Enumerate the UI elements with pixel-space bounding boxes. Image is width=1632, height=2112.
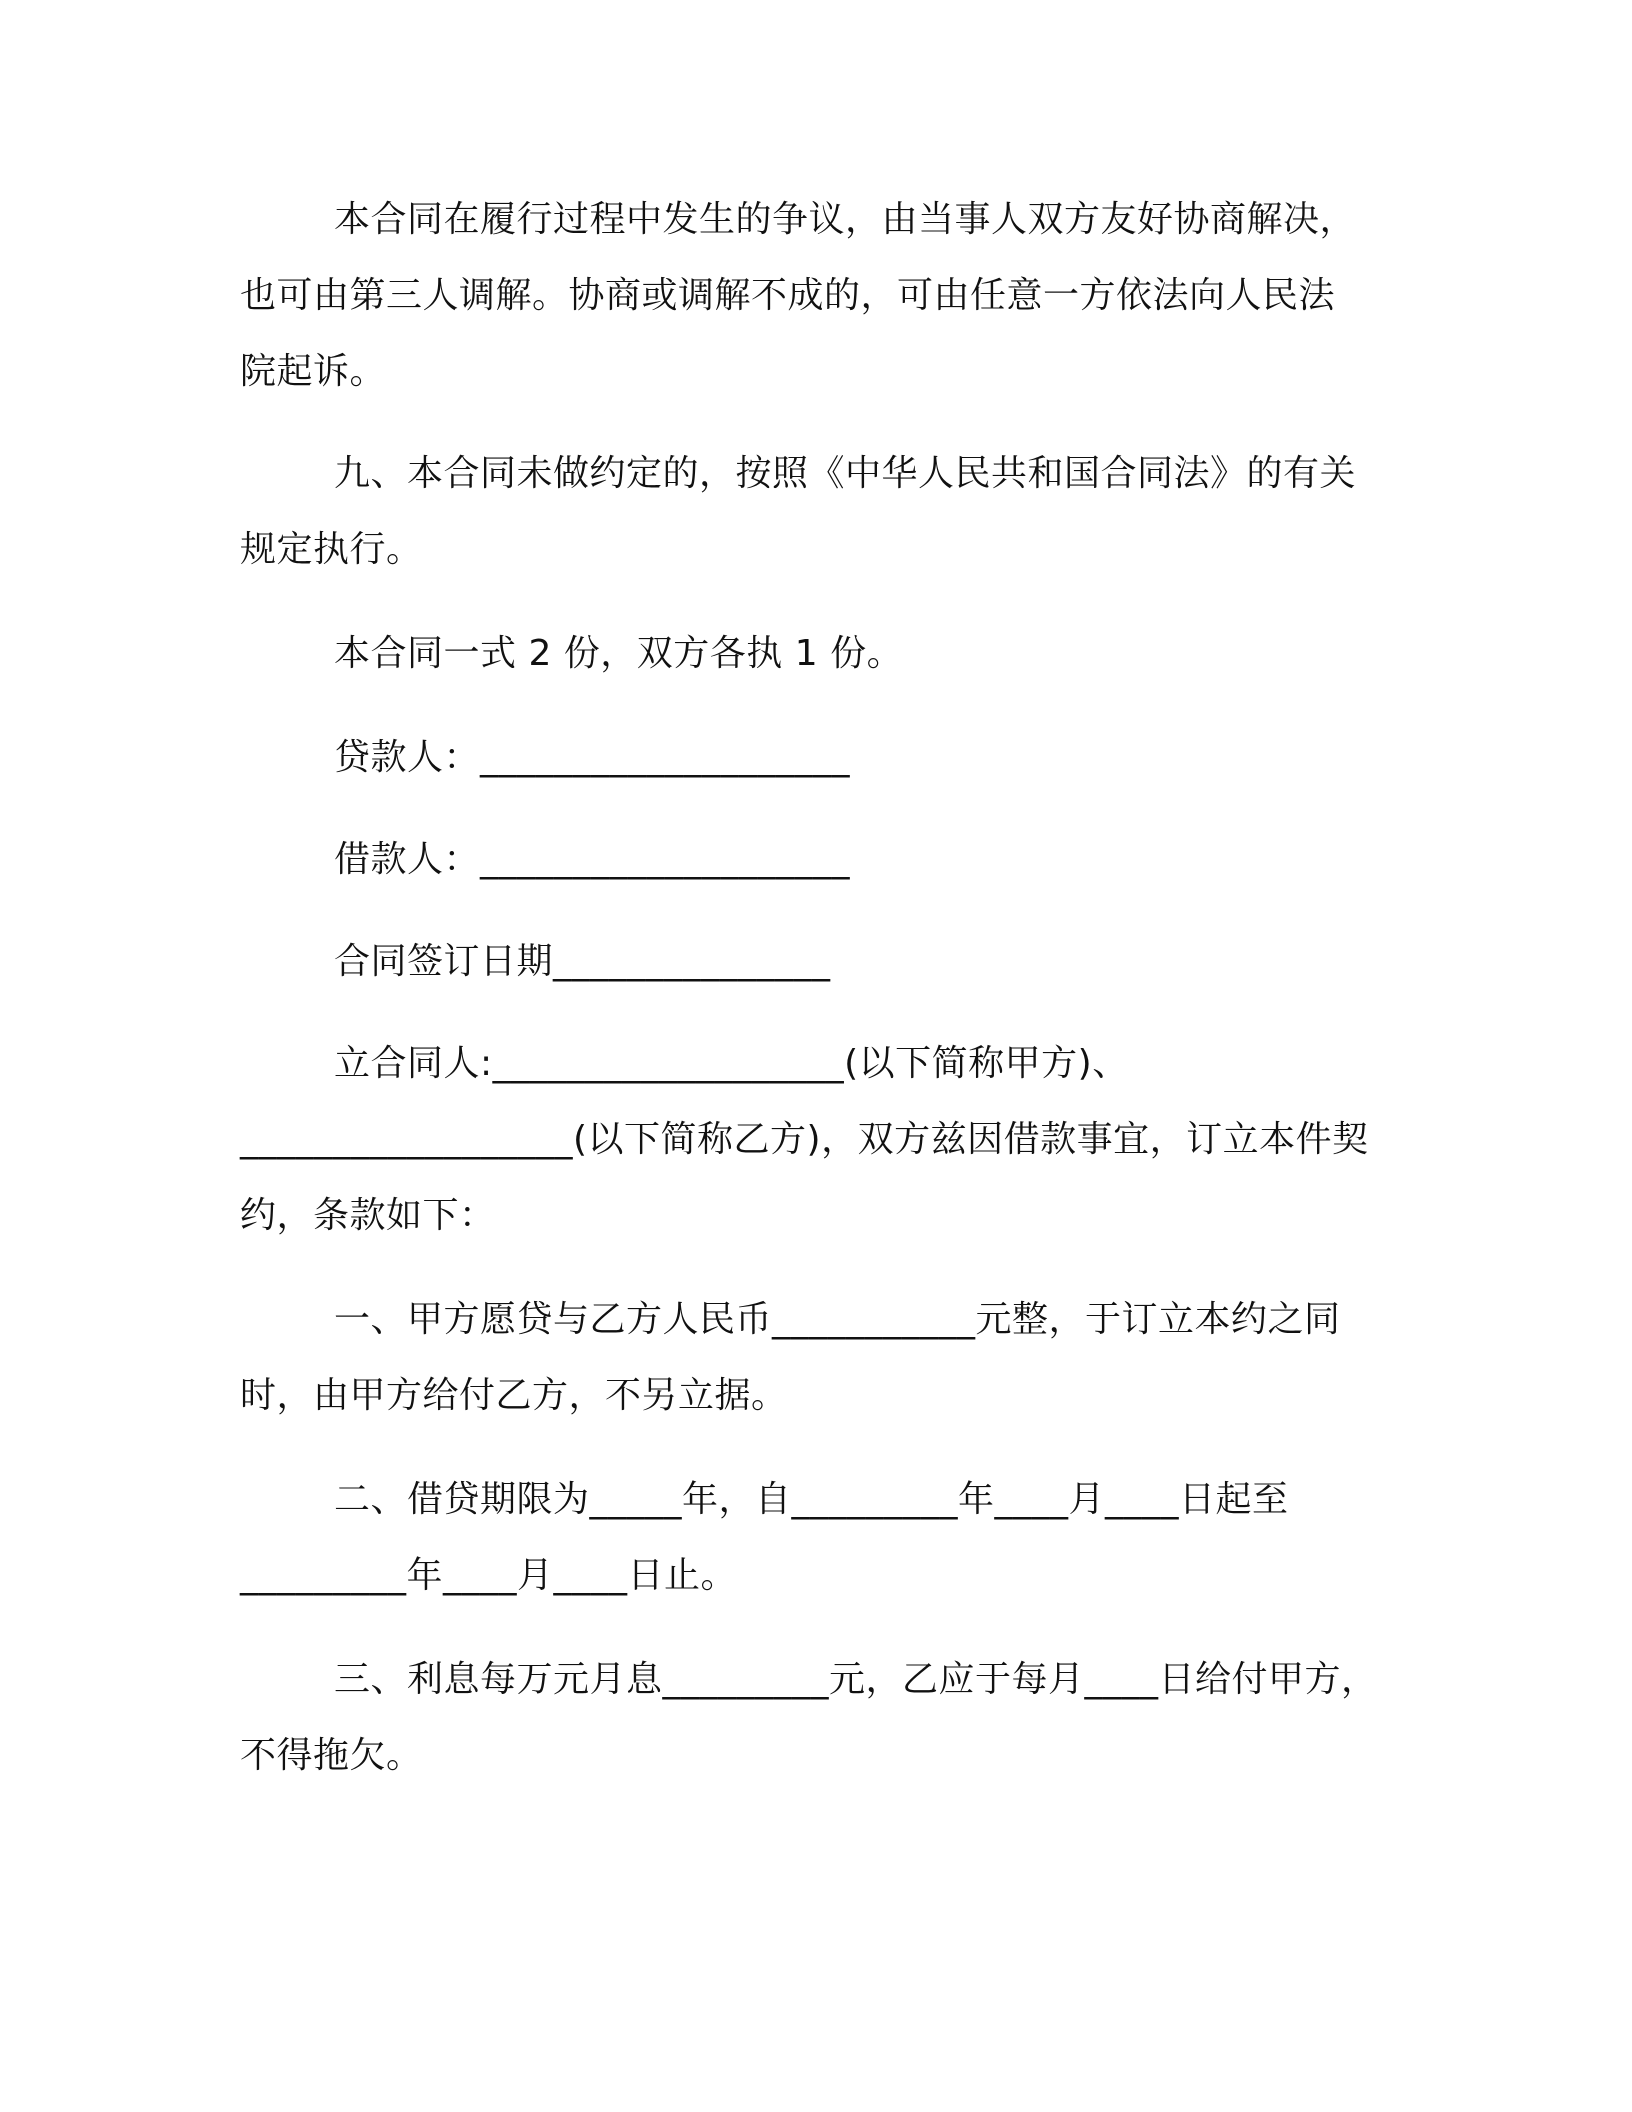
- parties-line-2: __________________(以下简称乙方)，双方兹因借款事宜，订立本件契: [240, 1119, 1369, 1160]
- clause-two-line-1: 二、借贷期限为_____年，自_________年____月____日起至: [334, 1479, 1289, 1520]
- lender-signature-field: 贷款人：____________________: [334, 737, 851, 778]
- signing-date-field: 合同签订日期_______________: [334, 941, 831, 982]
- clause-nine-line-1: 九、本合同未做约定的，按照《中华人民共和国合同法》的有关: [334, 453, 1357, 494]
- clause-three-line-2: 不得拖欠。: [240, 1735, 423, 1776]
- borrower-signature-field: 借款人：____________________: [334, 839, 851, 880]
- clause-one-line-1: 一、甲方愿贷与乙方人民币___________元整，于订立本约之同: [334, 1299, 1341, 1340]
- paragraph-dispute-line-1: 本合同在履行过程中发生的争议，由当事人双方友好协商解决，: [334, 199, 1357, 240]
- clause-three-line-1: 三、利息每万元月息_________元，乙应于每月____日给付甲方，: [334, 1659, 1378, 1700]
- paragraph-dispute-line-2: 也可由第三人调解。协商或调解不成的，可由任意一方依法向人民法: [240, 275, 1336, 316]
- parties-line-3: 约，条款如下：: [240, 1195, 496, 1236]
- clause-one-line-2: 时，由甲方给付乙方，不另立据。: [240, 1375, 788, 1416]
- clause-two-line-2: _________年____月____日止。: [240, 1555, 738, 1596]
- parties-line-1: 立合同人:___________________(以下简称甲方)、: [334, 1043, 1129, 1084]
- paragraph-dispute-line-3: 院起诉。: [240, 351, 387, 392]
- clause-nine-line-2: 规定执行。: [240, 529, 423, 570]
- copies-statement: 本合同一式 2 份，双方各执 1 份。: [334, 633, 904, 674]
